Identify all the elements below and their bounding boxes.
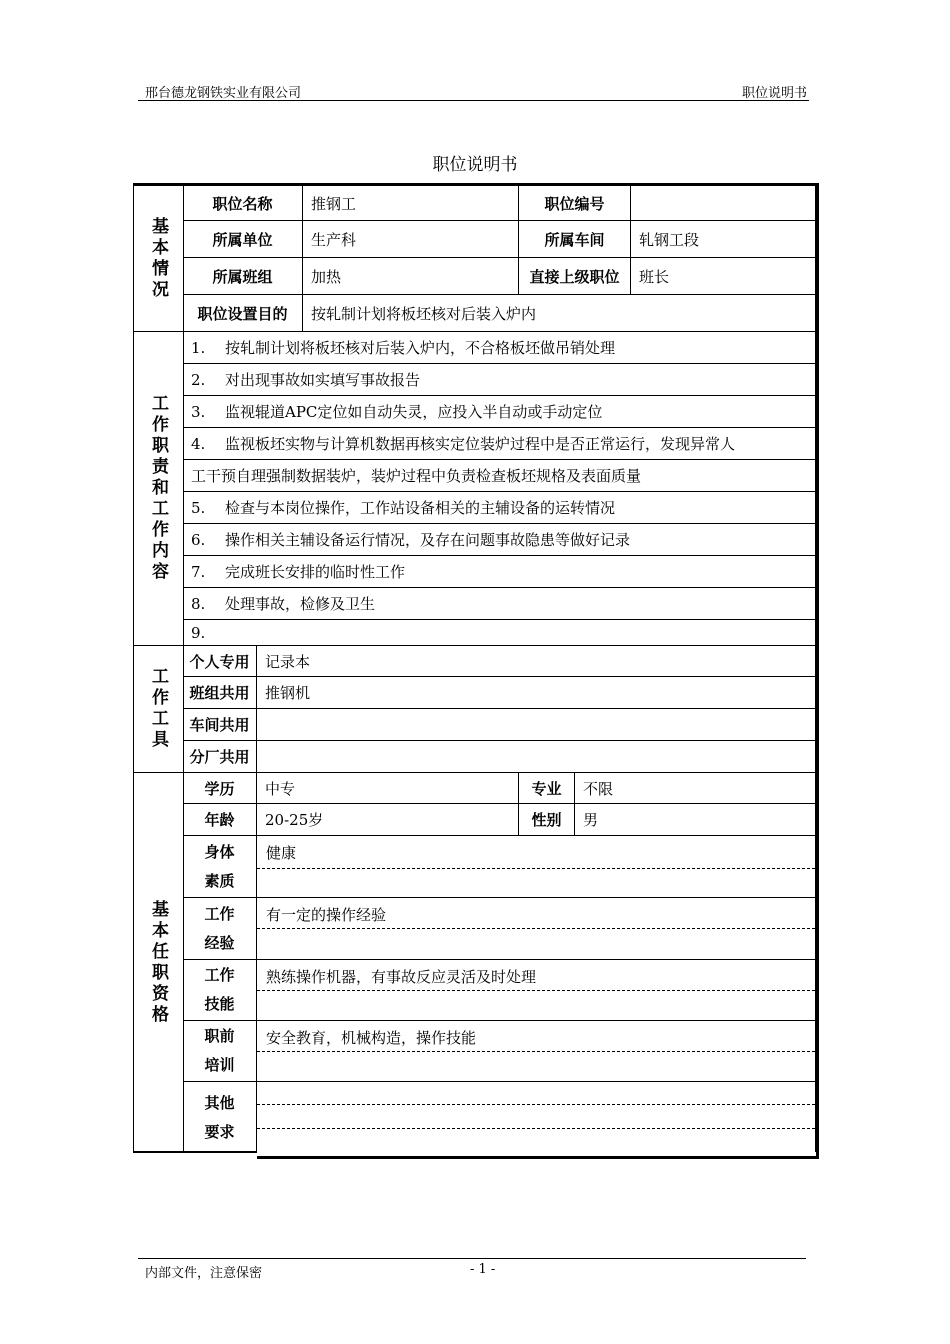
- basic-info-section: [133, 185, 816, 331]
- workshop-value: 轧钢工段: [639, 230, 700, 249]
- supervisor-value: 班长: [639, 267, 670, 286]
- duty-item-2: 2. 对出现事故如实填写事故报告: [183, 364, 815, 396]
- experience-label: 工作 经验: [183, 898, 257, 960]
- basic-row-4: [183, 295, 815, 332]
- basic-info-label: 基本情况: [134, 186, 184, 331]
- duties-label: 工作职责和工作内容: [134, 332, 184, 645]
- purpose-label: 职位设置目的: [183, 295, 303, 331]
- health-label: 身体 素质: [183, 836, 257, 898]
- tools-label: 工作工具: [134, 646, 184, 772]
- workshop-label: 所属车间: [519, 221, 631, 257]
- duty-item-6: 6. 操作相关主辅设备运行情况，及存在问题事故隐患等做好记录: [183, 524, 815, 556]
- training-label: 职前 培训: [183, 1021, 257, 1082]
- duty-item-1: 1. 按轧制计划将板坯核对后装入炉内，不合格板坯做吊销处理: [183, 332, 815, 364]
- page-number: - 1 -: [470, 1262, 496, 1277]
- tool-value-team: 推钢机: [265, 684, 311, 702]
- health-dash: [257, 868, 815, 869]
- header-divider: [138, 100, 809, 101]
- page-title: 职位说明书: [432, 155, 518, 175]
- tool-value-workshop: [257, 709, 815, 740]
- tool-label-team: 班组共用: [183, 677, 257, 708]
- education-value: 中专: [257, 773, 519, 803]
- header-company: 邢台德龙钢铁实业有限公司: [145, 86, 302, 101]
- tool-row-3: [183, 709, 815, 741]
- unit-label: 所属单位: [183, 221, 303, 257]
- qualifications-section: [133, 772, 816, 1152]
- tool-row-1: [183, 646, 815, 677]
- position-name-value: 推钢工: [303, 186, 519, 220]
- other-dash-1: [257, 1104, 815, 1105]
- skills-value: 熟练操作机器，有事故反应灵活及时处理: [266, 968, 537, 986]
- qual-row-age: [183, 804, 815, 836]
- tool-label-personal: 个人专用: [183, 646, 257, 676]
- duty-item-7: 7. 完成班长安排的临时性工作: [183, 556, 815, 588]
- other-dash-2: [257, 1128, 815, 1129]
- gender-value: 男: [583, 811, 599, 829]
- other-label: 其他 要求: [183, 1082, 257, 1153]
- duty-item-8: 8. 处理事故，检修及卫生: [183, 588, 815, 620]
- duty-item-9: 9.: [183, 620, 815, 646]
- experience-value-box: [257, 898, 815, 960]
- major-label: 专业: [519, 773, 575, 803]
- team-value: 加热: [303, 258, 519, 294]
- position-code-value: [631, 186, 815, 220]
- position-code-label: 职位编号: [519, 186, 631, 220]
- basic-row-2: [183, 221, 815, 258]
- duty-item-5: 5. 检查与本岗位操作，工作站设备相关的主辅设备的运转情况: [183, 492, 815, 524]
- position-name-label: 职位名称: [183, 186, 303, 220]
- basic-row-3: [183, 258, 815, 295]
- duties-section: [133, 331, 816, 645]
- team-label: 所属班组: [183, 258, 303, 294]
- footer-note: 内部文件，注意保密: [145, 1266, 263, 1281]
- table-bottom-border-right: [257, 1156, 818, 1159]
- tool-value-plant: [257, 741, 815, 772]
- experience-value: 有一定的操作经验: [266, 906, 387, 924]
- experience-dash: [257, 928, 815, 929]
- tool-row-4: [183, 741, 815, 773]
- other-value-box: [257, 1082, 815, 1153]
- duty-item-3: 3. 监视辊道APC定位如自动失灵，应投入半自动或手动定位: [183, 396, 815, 428]
- training-dash: [257, 1051, 815, 1052]
- qual-row-education: [183, 773, 815, 804]
- supervisor-label: 直接上级职位: [519, 258, 631, 294]
- health-value: 健康: [266, 844, 297, 862]
- gender-label: 性别: [519, 804, 575, 835]
- duty-item-4: 4. 监视板坯实物与计算机数据再核实定位装炉过程中是否正常运行，发现异常人: [183, 428, 815, 460]
- tool-label-plant: 分厂共用: [183, 741, 257, 772]
- health-value-box: [257, 836, 815, 898]
- tool-label-workshop: 车间共用: [183, 709, 257, 740]
- training-value-box: [257, 1021, 815, 1082]
- tool-row-2: [183, 677, 815, 709]
- tool-value-personal: 记录本: [265, 652, 311, 671]
- unit-value: 生产科: [303, 221, 519, 257]
- footer-divider: [138, 1258, 806, 1259]
- purpose-value: 按轧制计划将板坯核对后装入炉内: [311, 304, 537, 323]
- skills-value-box: [257, 960, 815, 1021]
- age-value: 20-25岁: [257, 804, 519, 835]
- major-value: 不限: [583, 779, 614, 798]
- age-label: 年龄: [183, 804, 257, 835]
- qualifications-label: 基本任职资格: [134, 773, 184, 1152]
- basic-row-1: [183, 186, 815, 221]
- table-right-border: [816, 183, 819, 1159]
- skills-dash: [257, 990, 815, 991]
- table-bottom-border-left: [133, 1151, 257, 1153]
- header-doc-type: 职位说明书: [741, 86, 807, 101]
- education-label: 学历: [183, 773, 257, 803]
- skills-label: 工作 技能: [183, 960, 257, 1021]
- training-value: 安全教育，机械构造，操作技能: [266, 1029, 477, 1047]
- duty-item-4-cont: 工干预自理强制数据装炉，装炉过程中负责检查板坯规格及表面质量: [183, 460, 815, 492]
- tools-section: [133, 645, 816, 772]
